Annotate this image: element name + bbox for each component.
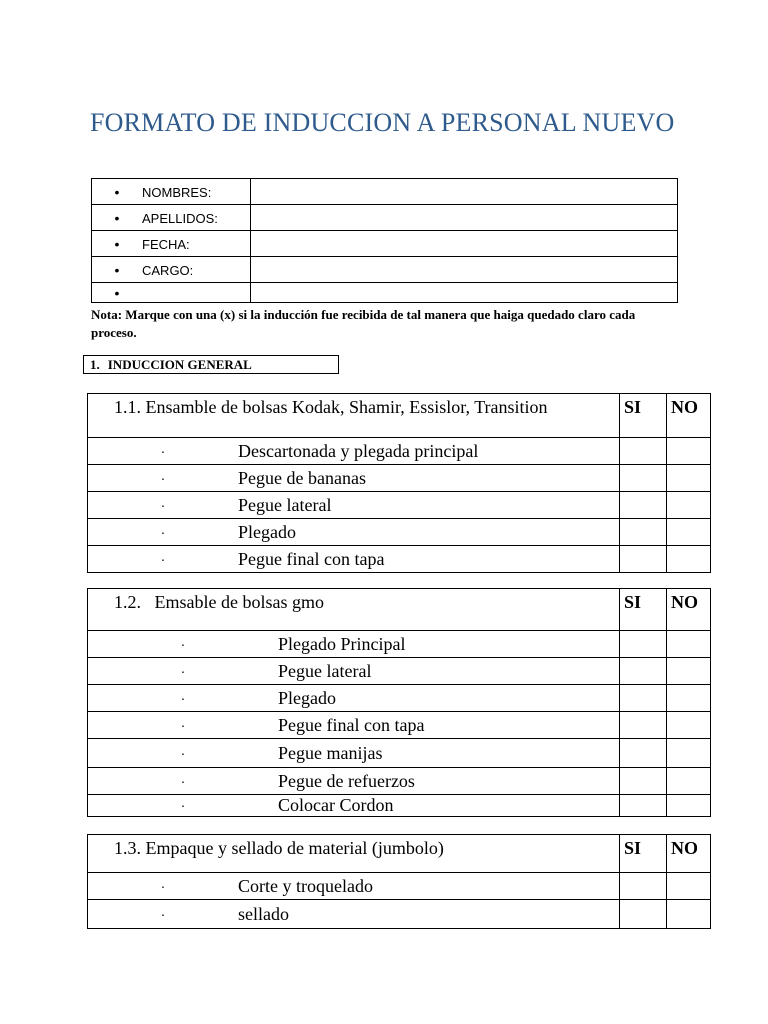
info-row [92,205,678,231]
item-label: Pegue manijas [278,742,383,763]
item-label: Pegue final con tapa [278,714,425,735]
checklist-row [88,492,711,519]
item-label: sellado [238,903,289,924]
item-cell [88,492,620,519]
item-label: Pegue final con tapa [238,548,385,569]
item-label: Corte y troquelado [238,875,373,896]
checklist-header-row [88,394,711,438]
item-cell [88,685,620,712]
si-column-header: SI [620,589,667,631]
checklist-row [88,631,711,658]
no-check-cell[interactable] [667,712,711,739]
checklist-row [88,768,711,795]
info-row [92,179,678,205]
bullet-icon: • [114,235,120,252]
checklist-table-1-2 [87,588,711,817]
fecha-field[interactable] [251,231,678,257]
checklist-row [88,739,711,768]
no-check-cell[interactable] [667,739,711,768]
checklist-row [88,900,711,929]
bullet-icon: · [160,472,166,488]
no-check-cell[interactable] [667,873,711,900]
si-check-cell[interactable] [620,465,667,492]
no-check-cell[interactable] [667,768,711,795]
no-check-cell[interactable] [667,465,711,492]
apellidos-label: APELLIDOS: [142,210,218,226]
item-label: Pegue lateral [238,494,332,515]
checklist-row [88,685,711,712]
bullet-icon: • [114,183,120,200]
bullet-icon: • [114,261,120,278]
item-label: Pegue de bananas [238,467,366,488]
no-check-cell[interactable] [667,685,711,712]
info-label-cell [92,231,251,257]
empty-field[interactable] [251,283,678,303]
cargo-field[interactable] [251,257,678,283]
subsection-heading: 1.2. Emsable de bolsas gmo [88,589,620,631]
item-cell [88,546,620,573]
si-column-header: SI [620,394,667,438]
checklist-row [88,546,711,573]
item-label: Plegado Principal [278,633,406,654]
bullet-icon: · [160,880,166,896]
si-check-cell[interactable] [620,492,667,519]
item-label: Pegue de refuerzos [278,770,415,791]
cargo-label: CARGO: [142,262,194,278]
info-label-cell [92,205,251,231]
checklist-row [88,658,711,685]
item-label: Pegue lateral [278,660,372,681]
item-cell [88,900,620,929]
no-check-cell[interactable] [667,519,711,546]
no-check-cell[interactable] [667,631,711,658]
checklist-row [88,795,711,817]
item-cell [88,658,620,685]
bullet-icon: · [160,499,166,515]
item-cell [88,519,620,546]
item-cell [88,712,620,739]
bullet-icon: · [180,775,186,791]
si-check-cell[interactable] [620,631,667,658]
checklist-row [88,712,711,739]
info-label-cell [92,179,251,205]
no-column-header: NO [667,835,711,873]
item-cell [88,739,620,768]
bullet-icon: · [180,692,186,708]
si-check-cell[interactable] [620,900,667,929]
si-check-cell[interactable] [620,685,667,712]
checklist-row [88,438,711,465]
si-column-header: SI [620,835,667,873]
si-check-cell[interactable] [620,873,667,900]
info-row [92,283,678,303]
si-check-cell[interactable] [620,768,667,795]
item-cell [88,873,620,900]
no-column-header: NO [667,589,711,631]
section-number: 1. [90,357,100,372]
info-label-cell [92,257,251,283]
bullet-icon: · [180,800,186,815]
info-row [92,231,678,257]
bullet-icon: · [160,553,166,569]
bullet-icon: · [160,526,166,542]
bullet-icon: · [180,719,186,735]
bullet-icon: · [180,747,186,763]
checklist-row [88,873,711,900]
nota-text: Nota: Marque con una (x) si la inducción fue recibida de tal manera que haiga quedado claro cada proceso. [91,307,636,340]
checklist-header-row [88,589,711,631]
section-heading [83,355,339,374]
si-check-cell[interactable] [620,712,667,739]
bullet-icon: • [114,284,120,301]
bullet-icon: • [114,209,120,226]
item-label: Descartonada y plegada principal [238,440,479,461]
no-check-cell[interactable] [667,900,711,929]
item-cell [88,465,620,492]
checklist-table-1-3 [87,834,711,929]
si-check-cell[interactable] [620,519,667,546]
document-title: FORMATO DE INDUCCION A PERSONAL NUEVO [90,108,675,137]
subsection-heading: 1.3. Empaque y sellado de material (jumbolo) [88,835,620,873]
checklist-row [88,519,711,546]
item-cell [88,768,620,795]
no-check-cell[interactable] [667,546,711,573]
si-check-cell[interactable] [620,658,667,685]
bullet-icon: · [160,908,166,924]
bullet-icon: · [180,665,186,681]
no-check-cell[interactable] [667,658,711,685]
no-column-header: NO [667,394,711,438]
item-cell [88,438,620,465]
checklist-header-row [88,835,711,873]
info-row [92,257,678,283]
item-label: Colocar Cordon [278,795,394,815]
personal-info-table [91,178,678,303]
item-label: Plegado [278,687,336,708]
checklist-table-1-1 [87,393,711,573]
no-check-cell[interactable] [667,438,711,465]
si-check-cell[interactable] [620,546,667,573]
bullet-icon: · [160,445,166,461]
item-label: Plegado [238,521,296,542]
subsection-heading: 1.1. Ensamble de bolsas Kodak, Shamir, Essislor, Transition [88,394,620,438]
item-cell [88,795,620,817]
apellidos-field[interactable] [251,205,678,231]
no-check-cell[interactable] [667,795,711,817]
item-cell [88,631,620,658]
info-label-cell [92,283,251,303]
section-label: INDUCCION GENERAL [107,357,252,372]
no-check-cell[interactable] [667,492,711,519]
fecha-label: FECHA: [142,236,190,252]
si-check-cell[interactable] [620,795,667,817]
si-check-cell[interactable] [620,739,667,768]
checklist-row [88,465,711,492]
bullet-icon: · [180,638,186,654]
nombres-field[interactable] [251,179,678,205]
si-check-cell[interactable] [620,438,667,465]
nombres-label: NOMBRES: [142,184,212,200]
